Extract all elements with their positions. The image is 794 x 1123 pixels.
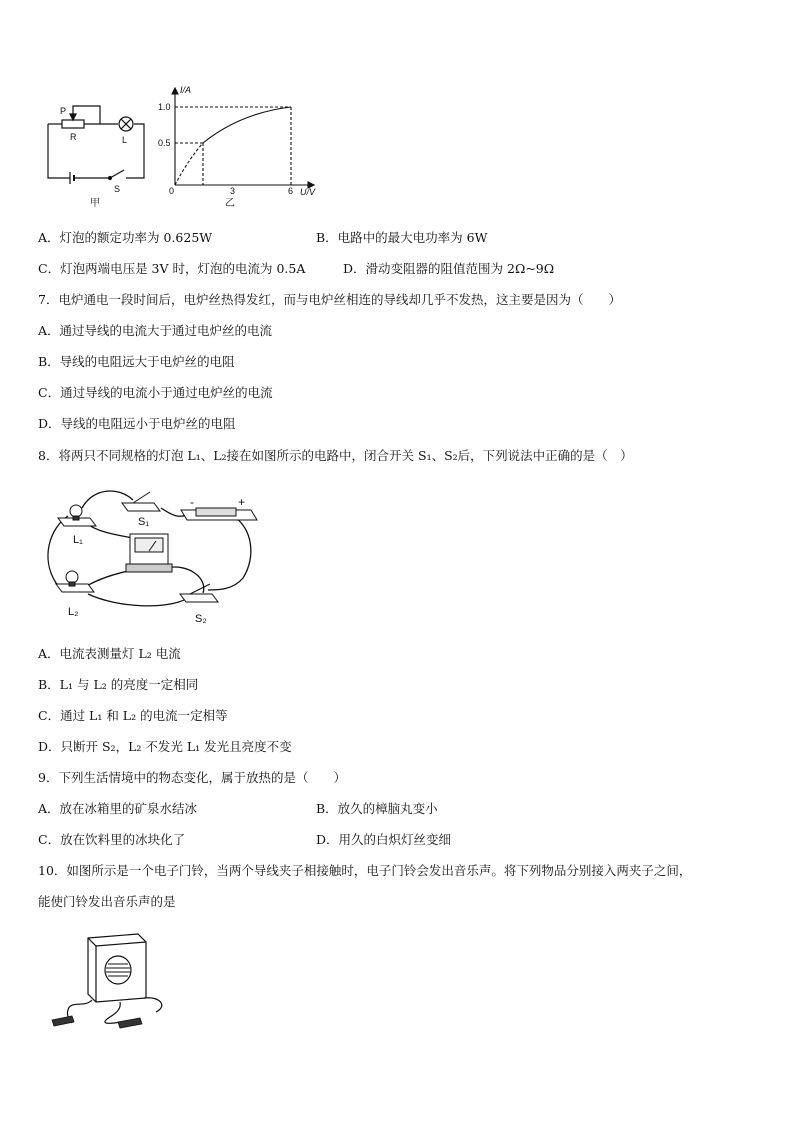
label-p: P: [60, 106, 67, 116]
y-axis-label: I/A: [180, 85, 192, 95]
label-s1: S₁: [138, 516, 150, 528]
q8-option-c: C．通过 L₁ 和 L₂ 的电流一定相等: [38, 708, 228, 723]
label-l1: L₁: [73, 534, 83, 546]
x-tick-0: 0: [169, 186, 175, 196]
caption-yi: 乙: [225, 198, 235, 209]
caption-jia: 甲: [90, 198, 100, 209]
q7-option-b: B．导线的电阻远大于电炉丝的电阻: [38, 354, 235, 369]
q6-option-c: C．灯泡两端电压是 3V 时，灯泡的电流为 0.5A: [38, 261, 306, 276]
q10-stem-line2: 能使门铃发出音乐声的是: [38, 894, 176, 909]
x-tick-3: 3: [230, 186, 236, 196]
q9-stem: 9．下列生活情境中的物态变化，属于放热的是（ ）: [38, 770, 346, 785]
circuit-diagram-jia: [40, 98, 160, 208]
q10-stem-line1: 10．如图所示是一个电子门铃，当两个导线夹子相接触时，电子门铃会发出音乐声。将下列物品分别接入两夹子之间，: [38, 863, 692, 878]
label-l2: L₂: [68, 606, 79, 618]
label-s: S: [114, 184, 121, 194]
circuit-photo-q8: [38, 478, 268, 628]
q6-option-a: A．灯泡的额定功率为 0.625W: [38, 230, 213, 245]
q6-option-b: B．电路中的最大电功率为 6W: [316, 230, 488, 245]
q9-option-a: A．放在冰箱里的矿泉水结冰: [38, 801, 198, 816]
q8-option-a: A．电流表测量灯 L₂ 电流: [38, 646, 181, 661]
doorbell-figure: [50, 928, 190, 1033]
y-tick-1: 1.0: [158, 102, 171, 112]
label-r: R: [70, 132, 77, 142]
q7-option-d: D．导线的电阻远小于电炉丝的电阻: [38, 416, 236, 431]
q8-option-b: B．L₁ 与 L₂ 的亮度一定相同: [38, 677, 199, 692]
q8-option-d: D．只断开 S₂，L₂ 不发光 L₁ 发光且亮度不变: [38, 739, 292, 754]
iu-graph-yi: [160, 80, 330, 210]
q9-option-d: D．用久的白炽灯丝变细: [316, 832, 452, 847]
q7-stem: 7．电炉通电一段时间后，电炉丝热得发红，而与电炉丝相连的导线却几乎不发热，这主要是因为（ ）: [38, 292, 621, 307]
x-axis-label: U/V: [300, 187, 316, 197]
label-s2: S₂: [195, 613, 207, 625]
q7-option-a: A．通过导线的电流大于通过电炉丝的电流: [38, 323, 273, 338]
x-tick-6: 6: [288, 186, 294, 196]
q8-stem: 8．将两只不同规格的灯泡 L₁、L₂接在如图所示的电路中，闭合开关 S₁、S₂后，下列说法中正确的是（ ）: [38, 448, 633, 463]
y-tick-05: 0.5: [158, 138, 171, 148]
q9-option-c: C．放在饮料里的冰块化了: [38, 832, 186, 847]
label-l: L: [122, 135, 128, 145]
label-minus: -: [190, 495, 194, 509]
label-plus: +: [238, 495, 246, 509]
q7-option-c: C．通过导线的电流小于通过电炉丝的电流: [38, 385, 273, 400]
q6-option-d: D．滑动变阻器的阻值范围为 2Ω~9Ω: [343, 261, 555, 276]
q9-option-b: B．放久的樟脑丸变小: [316, 801, 438, 816]
